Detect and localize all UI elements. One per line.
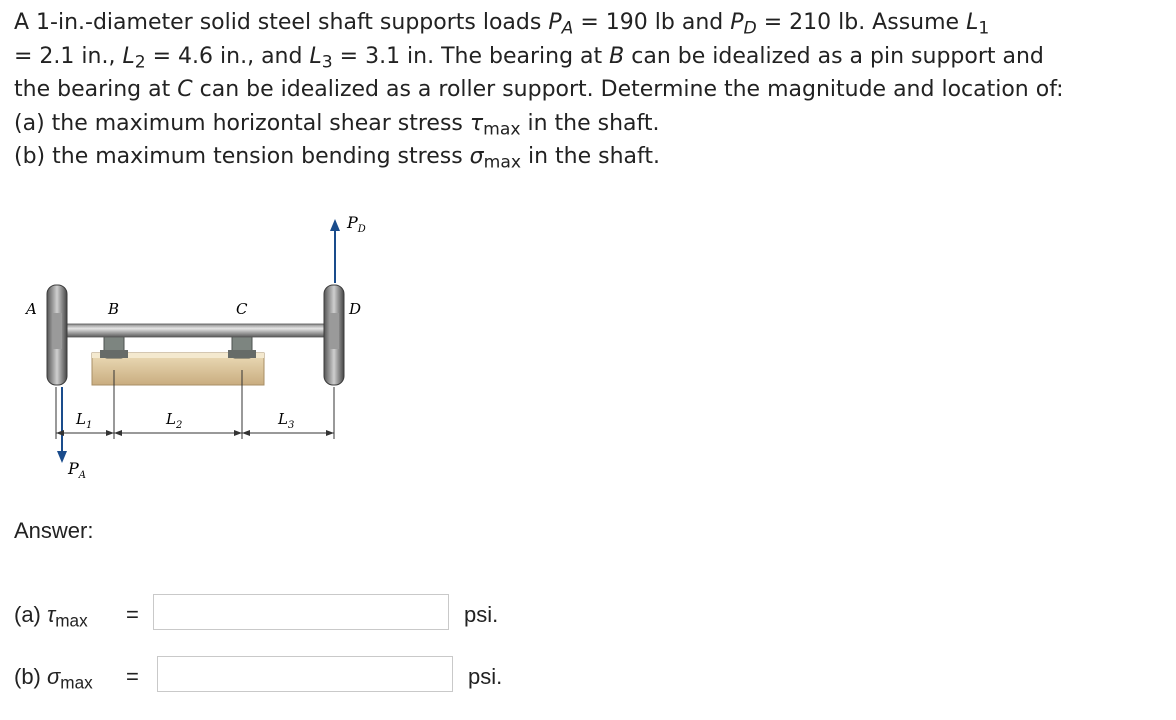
answer-heading: Answer:	[14, 518, 94, 543]
shaft-figure	[0, 195, 420, 495]
problem-line-3: the bearing at C can be idealized as a roller support. Determine the magnitude and location of:	[14, 77, 1064, 102]
sigma-max-input[interactable]	[157, 656, 453, 692]
answer-a-equals: =	[126, 602, 139, 627]
load-pa-arrow	[57, 387, 67, 463]
pulley-d	[324, 285, 344, 385]
answer-b-label: (b) $\sigma_{max}$	[14, 664, 93, 693]
label-a: A	[26, 300, 37, 318]
problem-statement	[14, 6, 1174, 174]
problem-line-2: = 2.1 in., $L_2 = 4.6$ in., and $L_3 = 3.1$ in. The bearing at B can be idealized as a pin support and	[14, 43, 1044, 72]
label-c: C	[236, 300, 248, 318]
answer-row-a	[14, 594, 534, 634]
label-pa: $P_A$	[68, 459, 86, 481]
answer-b-equals: =	[126, 664, 139, 689]
problem-part-a: (a) the maximum horizontal shear stress $\tau_{max}$ in the shaft.	[14, 110, 660, 139]
label-l3: $L_3$	[278, 410, 295, 431]
pulley-a	[47, 285, 67, 385]
steel-shaft	[55, 324, 335, 337]
label-b: B	[108, 300, 120, 318]
label-l2: $L_2$	[166, 410, 183, 431]
tau-max-input[interactable]	[153, 594, 449, 630]
answer-row-b	[14, 656, 534, 696]
problem-line-1: A 1-in.-diameter solid steel shaft supports loads $P_A = 190$ lb and $P_D = 210$ lb. Assume $L_1$	[14, 10, 990, 39]
label-pd: $P_D$	[347, 213, 366, 235]
answer-a-label: (a) $\tau_{max}$	[14, 602, 88, 631]
load-pd-arrow	[330, 219, 340, 283]
label-l1: $L_1$	[76, 410, 93, 431]
answer-a-unit: psi.	[464, 602, 499, 627]
problem-part-b: (b) the maximum tension bending stress $\sigma_{max}$ in the shaft.	[14, 144, 661, 173]
label-d: D	[349, 300, 362, 318]
answer-b-unit: psi.	[468, 664, 503, 689]
